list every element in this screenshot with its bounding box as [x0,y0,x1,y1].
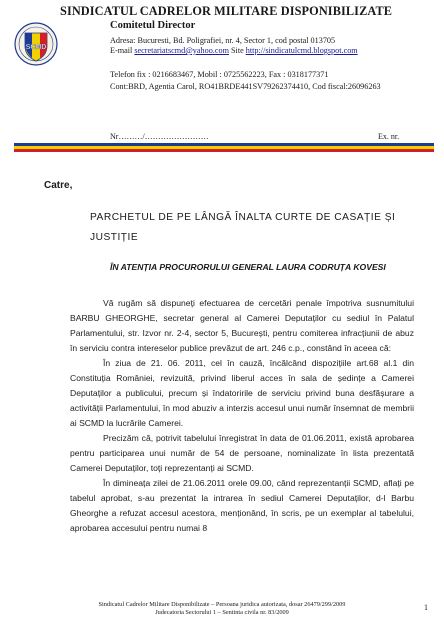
email-label: E-mail [110,46,133,55]
site-link[interactable]: http://sindicatulcmd.blogspot.com [245,46,358,55]
addressee-line-2: JUSTIȚIE [90,232,139,243]
band-red [14,149,434,152]
logo-text: SCMD [25,44,47,51]
contact-line [110,46,358,56]
paragraph: În dimineața zilei de 21.06.2011 orele 09.00, când reprezentanții SCMD, aflați pe tabelul aprobat, s-au prezentat la intrarea în sediul Camerei Deputaților, d-l Barbu Gheorghe a refuzat accesul acestora, menționând, în scris, pe un exemplar al tabelului, aprobarea accesului pentru numai 8 [70,478,414,533]
footer-line-2: Judecatoria Sectorului 1 – Sentinta civila nr. 83/2009 [155,609,289,616]
email-link[interactable]: secretariatscmd@yahoo.com [134,46,229,55]
site-label: Site [230,46,244,55]
page-number: 1 [424,603,428,612]
copy-number: Ex. nr. [378,132,400,141]
tricolor-divider [14,143,434,152]
letter-body [70,296,414,536]
organization-subtitle: Comitetul Director [110,20,196,31]
attention-line: ÎN ATENȚIA PROCURORULUI GENERAL LAURA CODRUȚA KOVESI [110,262,386,272]
organization-name: SINDICATUL CADRELOR MILITARE DISPONIBILIZATE [60,4,393,18]
footer [0,601,444,617]
paragraph: Vă rugăm să dispuneți efectuarea de cercetări penale împotriva susnumitului BARBU GHEORGHE, secretar general al Camerei Deputaților cu sediul în Palatul Parlamentului, str. Izvor nr. 2-4, sector 5, București, pentru comiterea infracțiunii de abuz în serviciu contra intereselor publice prevăzut de art. 246 c.p., constând în aceea că: [70,298,414,353]
phones-line: Telefon fix : 0216683467, Mobil : 0725562223, Fax : 0318177371 [110,70,329,79]
paragraph: În ziua de 21. 06. 2011, cel în cauză, încălcând dispozițiile art.68 al.1 din Constituția României, revizuită, privind liberul acces în sala de ședințe a Camerei Deputaților a publicului, precum și îndatoririle de serviciu privind buna desfășurare a activității Parlamentului, în mod abuziv a interzis accesul unui număr însemnat de membrii ai SCMD la lucrările Camerei. [70,358,414,428]
salutation: Catre, [44,180,73,191]
address-line: Adresa: Bucuresti, Bd. Poligrafiei, nr. 4, Sector 1, cod postal 013705 [110,36,336,45]
registration-number: Nr………/…………………… [110,132,209,141]
bank-line: Cont:BRD, Agentia Carol, RO41BRDE441SV79262374410, Cod fiscal:26096263 [110,82,381,91]
scmd-logo [14,22,58,66]
paragraph: Precizăm că, potrivit tabelului înregistrat în data de 01.06.2011, există aprobarea pentru participarea unui număr de 54 de persoane, nominalizate în lista prezentată Camerei Deputaților, toți reprezentanți ai SCMD. [70,433,414,473]
addressee-line-1: PARCHETUL DE PE LÂNGĂ ÎNALTA CURTE DE CASAȚIE ȘI [90,212,396,223]
footer-line-1: Sindicatul Cadrelor Militare Disponibilizate – Persoana juridica autorizata, dosar 26479/299/2009 [98,601,346,608]
